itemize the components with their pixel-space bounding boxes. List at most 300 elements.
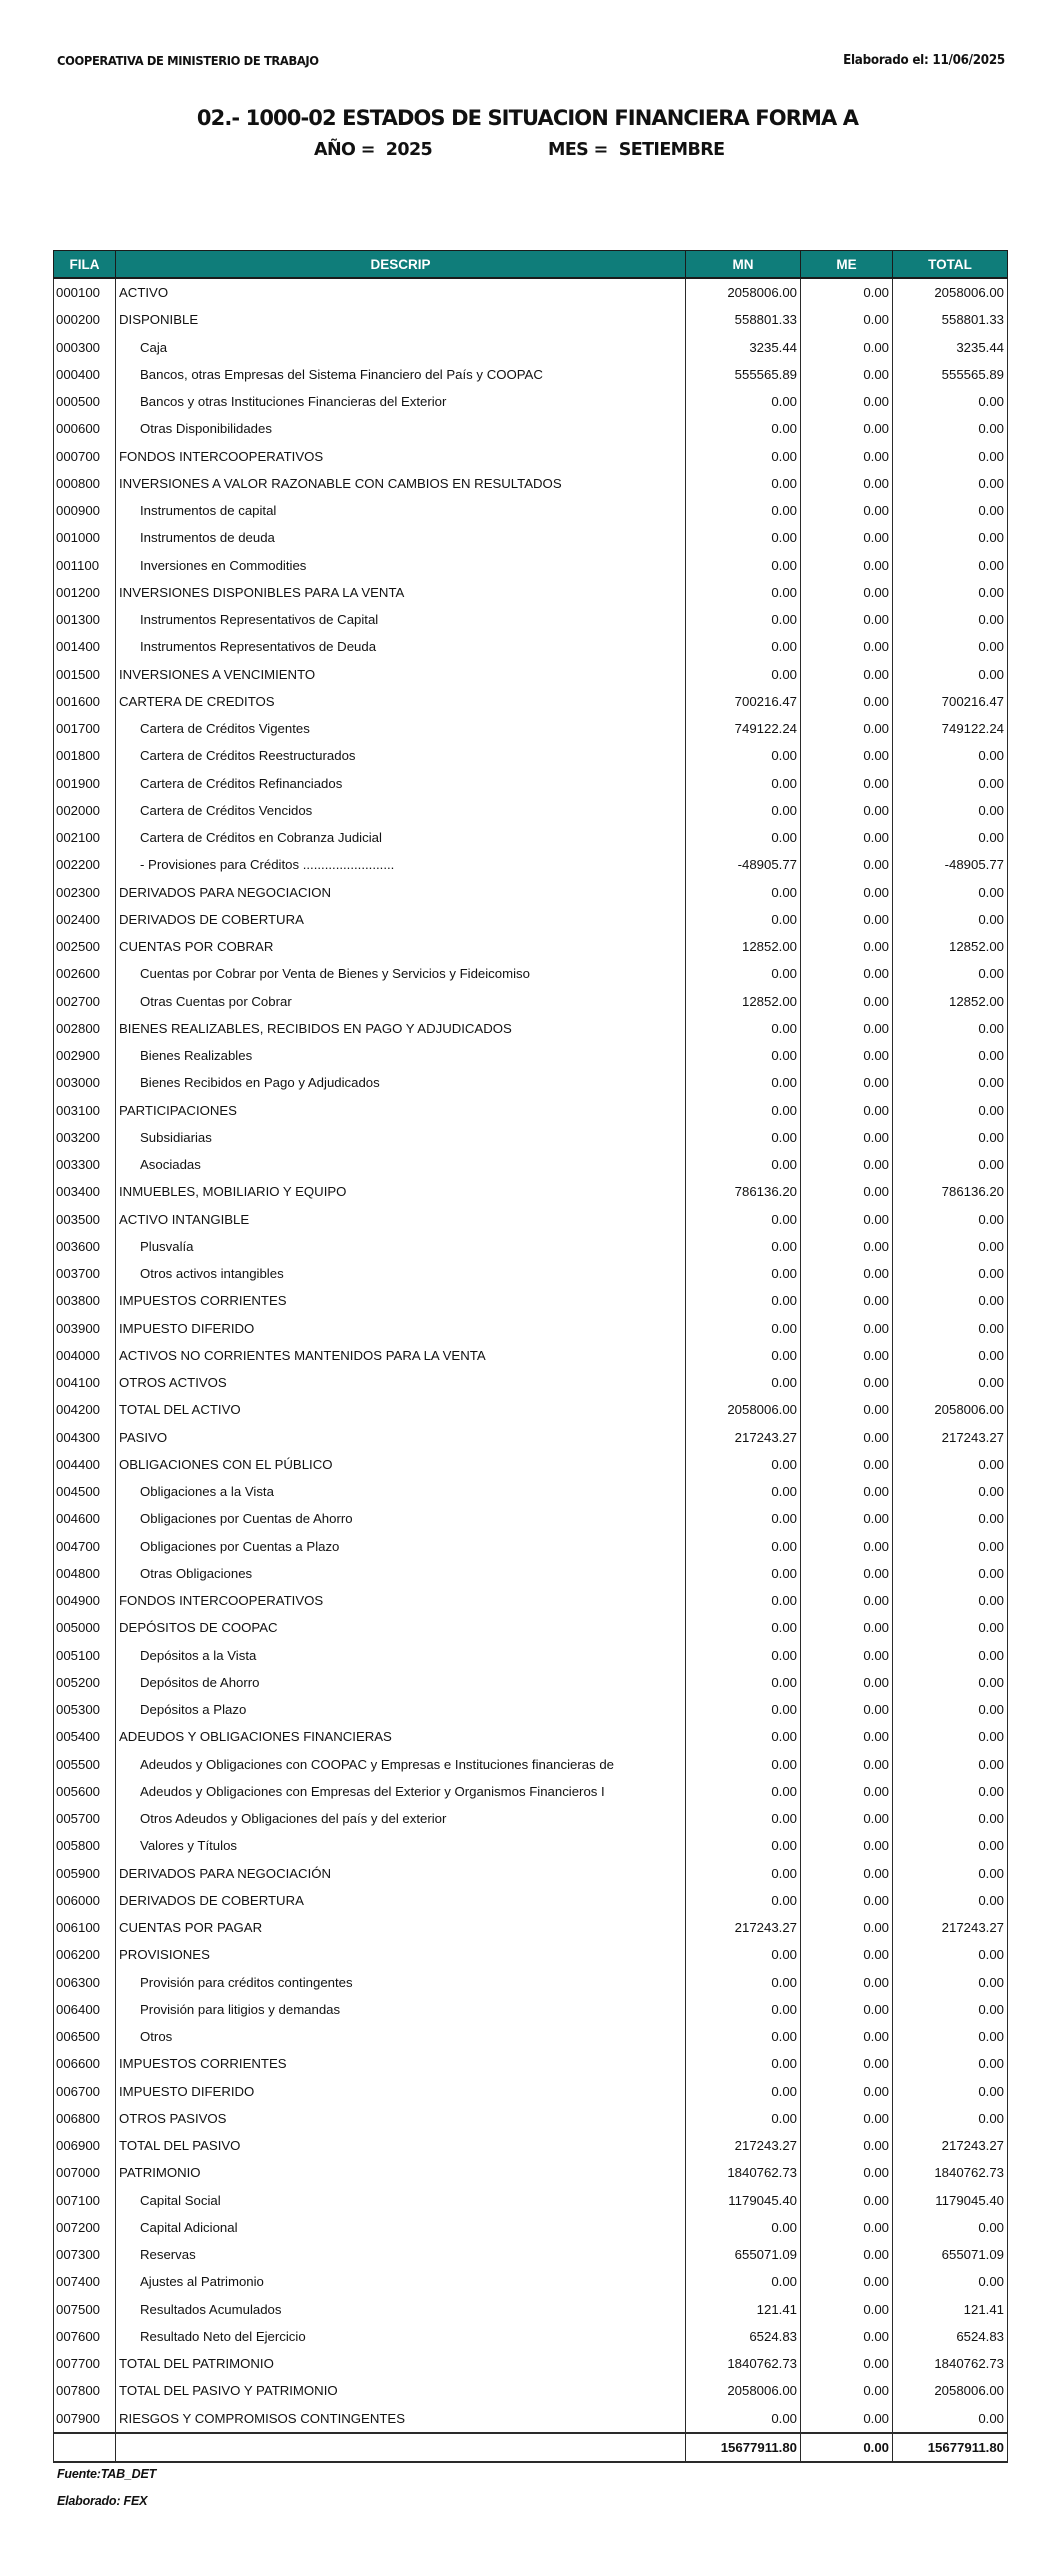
table-row <box>54 1206 1008 1233</box>
row-me-value: 0.00 <box>801 2187 893 2214</box>
table-row <box>54 1315 1008 1342</box>
row-mn-value: 0.00 <box>686 1233 801 1260</box>
row-fila-code: 004000 <box>54 1342 116 1369</box>
row-total-value: 0.00 <box>893 1233 1008 1260</box>
row-description: TOTAL DEL ACTIVO <box>116 1396 686 1423</box>
row-mn-value: 0.00 <box>686 2268 801 2295</box>
row-total-value: 0.00 <box>893 2105 1008 2132</box>
row-mn-value: 0.00 <box>686 797 801 824</box>
table-row <box>54 2078 1008 2105</box>
row-total-value: 0.00 <box>893 1860 1008 1887</box>
row-total-value: 217243.27 <box>893 2132 1008 2159</box>
row-description: Depósitos de Ahorro <box>116 1669 686 1696</box>
row-me-value: 0.00 <box>801 1832 893 1859</box>
row-total-value: 217243.27 <box>893 1424 1008 1451</box>
row-total-value: 0.00 <box>893 1287 1008 1314</box>
row-me-value: 0.00 <box>801 988 893 1015</box>
row-me-value: 0.00 <box>801 1914 893 1941</box>
footer-elaborated-by: Elaborado: FEX <box>57 2494 148 2508</box>
totals-mn: 15677911.80 <box>686 2433 801 2462</box>
row-mn-value: 0.00 <box>686 2105 801 2132</box>
table-row <box>54 524 1008 551</box>
table-row <box>54 661 1008 688</box>
row-fila-code: 001500 <box>54 661 116 688</box>
row-mn-value: 0.00 <box>686 1478 801 1505</box>
totals-me: 0.00 <box>801 2433 893 2462</box>
table-row <box>54 443 1008 470</box>
row-fila-code: 007800 <box>54 2377 116 2404</box>
row-me-value: 0.00 <box>801 2405 893 2433</box>
row-me-value: 0.00 <box>801 1969 893 1996</box>
row-me-value: 0.00 <box>801 2078 893 2105</box>
table-row <box>54 688 1008 715</box>
row-description: Asociadas <box>116 1151 686 1178</box>
row-fila-code: 000900 <box>54 497 116 524</box>
row-fila-code: 006400 <box>54 1996 116 2023</box>
row-fila-code: 001600 <box>54 688 116 715</box>
table-row <box>54 1042 1008 1069</box>
row-total-value: 0.00 <box>893 1505 1008 1532</box>
row-total-value: 0.00 <box>893 824 1008 851</box>
row-total-value: 0.00 <box>893 443 1008 470</box>
row-total-value: 0.00 <box>893 470 1008 497</box>
row-total-value: 0.00 <box>893 2268 1008 2295</box>
row-total-value: 0.00 <box>893 2214 1008 2241</box>
row-me-value: 0.00 <box>801 1097 893 1124</box>
row-fila-code: 000500 <box>54 388 116 415</box>
row-me-value: 0.00 <box>801 1860 893 1887</box>
column-header-descrip: DESCRIP <box>116 251 686 279</box>
row-mn-value: 0.00 <box>686 1069 801 1096</box>
row-description: OBLIGACIONES CON EL PÚBLICO <box>116 1451 686 1478</box>
row-me-value: 0.00 <box>801 851 893 878</box>
row-fila-code: 005200 <box>54 1669 116 1696</box>
row-total-value: 558801.33 <box>893 306 1008 333</box>
row-description: IMPUESTOS CORRIENTES <box>116 1287 686 1314</box>
row-total-value: 0.00 <box>893 2078 1008 2105</box>
row-fila-code: 005000 <box>54 1614 116 1641</box>
row-total-value: 0.00 <box>893 1832 1008 1859</box>
row-me-value: 0.00 <box>801 960 893 987</box>
row-mn-value: 0.00 <box>686 2405 801 2433</box>
row-me-value: 0.00 <box>801 1206 893 1233</box>
row-total-value: 1840762.73 <box>893 2350 1008 2377</box>
row-mn-value: 0.00 <box>686 1805 801 1832</box>
row-mn-value: 2058006.00 <box>686 1396 801 1423</box>
row-fila-code: 002300 <box>54 879 116 906</box>
row-mn-value: 555565.89 <box>686 361 801 388</box>
row-mn-value: 749122.24 <box>686 715 801 742</box>
row-description: DEPÓSITOS DE COOPAC <box>116 1614 686 1641</box>
row-mn-value: 0.00 <box>686 1287 801 1314</box>
row-total-value: 0.00 <box>893 1369 1008 1396</box>
row-description: PROVISIONES <box>116 1941 686 1968</box>
table-row <box>54 988 1008 1015</box>
row-description: - Provisiones para Créditos ......................... <box>116 851 686 878</box>
row-mn-value: 0.00 <box>686 1151 801 1178</box>
row-description: Plusvalía <box>116 1233 686 1260</box>
table-row <box>54 361 1008 388</box>
row-description: Otras Disponibilidades <box>116 415 686 442</box>
row-me-value: 0.00 <box>801 524 893 551</box>
row-total-value: 0.00 <box>893 1151 1008 1178</box>
row-description: Caja <box>116 334 686 361</box>
row-total-value: 0.00 <box>893 1805 1008 1832</box>
row-description: Obligaciones por Cuentas a Plazo <box>116 1533 686 1560</box>
row-fila-code: 003100 <box>54 1097 116 1124</box>
row-mn-value: 0.00 <box>686 579 801 606</box>
row-mn-value: 0.00 <box>686 415 801 442</box>
row-me-value: 0.00 <box>801 1478 893 1505</box>
table-body <box>54 278 1008 2462</box>
totals-fila <box>54 2433 116 2462</box>
row-mn-value: 0.00 <box>686 1560 801 1587</box>
row-me-value: 0.00 <box>801 2023 893 2050</box>
row-fila-code: 001800 <box>54 742 116 769</box>
row-mn-value: 0.00 <box>686 2023 801 2050</box>
row-mn-value: 12852.00 <box>686 933 801 960</box>
row-description: Adeudos y Obligaciones con COOPAC y Empresas e Instituciones financieras de <box>116 1751 686 1778</box>
row-description: DERIVADOS PARA NEGOCIACIÓN <box>116 1860 686 1887</box>
row-mn-value: 2058006.00 <box>686 278 801 306</box>
table-row <box>54 1696 1008 1723</box>
table-row <box>54 334 1008 361</box>
row-me-value: 0.00 <box>801 1124 893 1151</box>
row-total-value: 2058006.00 <box>893 1396 1008 1423</box>
table-row <box>54 278 1008 306</box>
row-fila-code: 005600 <box>54 1778 116 1805</box>
table-row <box>54 2241 1008 2268</box>
row-description: CARTERA DE CREDITOS <box>116 688 686 715</box>
row-mn-value: 0.00 <box>686 1996 801 2023</box>
row-me-value: 0.00 <box>801 1260 893 1287</box>
row-me-value: 0.00 <box>801 1233 893 1260</box>
row-total-value: 749122.24 <box>893 715 1008 742</box>
row-description: BIENES REALIZABLES, RECIBIDOS EN PAGO Y ADJUDICADOS <box>116 1015 686 1042</box>
row-mn-value: 0.00 <box>686 524 801 551</box>
row-me-value: 0.00 <box>801 1696 893 1723</box>
row-mn-value: 0.00 <box>686 1587 801 1614</box>
footer-source: Fuente:TAB_DET <box>57 2467 157 2481</box>
table-row <box>54 742 1008 769</box>
row-fila-code: 004900 <box>54 1587 116 1614</box>
row-mn-value: 700216.47 <box>686 688 801 715</box>
table-row <box>54 1097 1008 1124</box>
row-description: FONDOS INTERCOOPERATIVOS <box>116 443 686 470</box>
row-me-value: 0.00 <box>801 1396 893 1423</box>
row-me-value: 0.00 <box>801 797 893 824</box>
row-fila-code: 000700 <box>54 443 116 470</box>
totals-description <box>116 2433 686 2462</box>
row-description: IMPUESTO DIFERIDO <box>116 2078 686 2105</box>
row-total-value: 0.00 <box>893 606 1008 633</box>
row-description: PARTICIPACIONES <box>116 1097 686 1124</box>
row-mn-value: 0.00 <box>686 1969 801 1996</box>
table-row <box>54 497 1008 524</box>
row-description: OTROS ACTIVOS <box>116 1369 686 1396</box>
row-total-value: 0.00 <box>893 1941 1008 1968</box>
row-description: Instrumentos de deuda <box>116 524 686 551</box>
row-mn-value: 0.00 <box>686 824 801 851</box>
row-description: FONDOS INTERCOOPERATIVOS <box>116 1587 686 1614</box>
row-me-value: 0.00 <box>801 334 893 361</box>
report-title: 02.- 1000-02 ESTADOS DE SITUACION FINANCIERA FORMA A <box>196 106 859 130</box>
row-fila-code: 004300 <box>54 1424 116 1451</box>
totals-total: 15677911.80 <box>893 2433 1008 2462</box>
row-me-value: 0.00 <box>801 1178 893 1205</box>
row-total-value: 0.00 <box>893 1778 1008 1805</box>
row-mn-value: 1840762.73 <box>686 2350 801 2377</box>
row-description: Bancos, otras Empresas del Sistema Financiero del País y COOPAC <box>116 361 686 388</box>
row-fila-code: 000300 <box>54 334 116 361</box>
row-me-value: 0.00 <box>801 1015 893 1042</box>
row-me-value: 0.00 <box>801 1560 893 1587</box>
row-mn-value: 0.00 <box>686 552 801 579</box>
row-mn-value: 0.00 <box>686 1696 801 1723</box>
totals-row <box>54 2433 1008 2462</box>
row-mn-value: 0.00 <box>686 1778 801 1805</box>
row-me-value: 0.00 <box>801 606 893 633</box>
row-description: Bienes Recibidos en Pago y Adjudicados <box>116 1069 686 1096</box>
row-mn-value: 0.00 <box>686 1642 801 1669</box>
row-total-value: 121.41 <box>893 2296 1008 2323</box>
row-fila-code: 001700 <box>54 715 116 742</box>
row-description: Obligaciones a la Vista <box>116 1478 686 1505</box>
row-total-value: 0.00 <box>893 1315 1008 1342</box>
row-description: Otras Obligaciones <box>116 1560 686 1587</box>
row-description: Provisión para créditos contingentes <box>116 1969 686 1996</box>
column-header-total: TOTAL <box>893 251 1008 279</box>
row-fila-code: 006200 <box>54 1941 116 1968</box>
row-description: Cartera de Créditos Vigentes <box>116 715 686 742</box>
row-total-value: 6524.83 <box>893 2323 1008 2350</box>
row-me-value: 0.00 <box>801 2377 893 2404</box>
table-row <box>54 579 1008 606</box>
row-me-value: 0.00 <box>801 933 893 960</box>
row-fila-code: 006600 <box>54 2050 116 2077</box>
row-fila-code: 007100 <box>54 2187 116 2214</box>
row-mn-value: 0.00 <box>686 1941 801 1968</box>
row-fila-code: 000800 <box>54 470 116 497</box>
table-row <box>54 1260 1008 1287</box>
row-fila-code: 005800 <box>54 1832 116 1859</box>
row-description: Cartera de Créditos Reestructurados <box>116 742 686 769</box>
row-fila-code: 003300 <box>54 1151 116 1178</box>
row-fila-code: 002800 <box>54 1015 116 1042</box>
report-month: MES = SETIEMBRE <box>548 140 725 160</box>
table-row <box>54 470 1008 497</box>
row-fila-code: 002100 <box>54 824 116 851</box>
row-mn-value: 0.00 <box>686 879 801 906</box>
row-fila-code: 004700 <box>54 1533 116 1560</box>
row-me-value: 0.00 <box>801 688 893 715</box>
row-description: Bienes Realizables <box>116 1042 686 1069</box>
row-fila-code: 002700 <box>54 988 116 1015</box>
row-me-value: 0.00 <box>801 497 893 524</box>
row-mn-value: 786136.20 <box>686 1178 801 1205</box>
row-description: OTROS PASIVOS <box>116 2105 686 2132</box>
row-description: Cuentas por Cobrar por Venta de Bienes y Servicios y Fideicomiso <box>116 960 686 987</box>
row-mn-value: 0.00 <box>686 1451 801 1478</box>
table-row <box>54 388 1008 415</box>
row-total-value: 555565.89 <box>893 361 1008 388</box>
row-me-value: 0.00 <box>801 770 893 797</box>
row-fila-code: 007400 <box>54 2268 116 2295</box>
row-total-value: 12852.00 <box>893 933 1008 960</box>
row-me-value: 0.00 <box>801 1424 893 1451</box>
table-row <box>54 851 1008 878</box>
row-fila-code: 003400 <box>54 1178 116 1205</box>
row-fila-code: 003500 <box>54 1206 116 1233</box>
row-total-value: 700216.47 <box>893 688 1008 715</box>
row-description: TOTAL DEL PASIVO <box>116 2132 686 2159</box>
row-total-value: -48905.77 <box>893 851 1008 878</box>
row-me-value: 0.00 <box>801 715 893 742</box>
table-row <box>54 1069 1008 1096</box>
row-description: ADEUDOS Y OBLIGACIONES FINANCIERAS <box>116 1723 686 1750</box>
row-description: Cartera de Créditos Refinanciados <box>116 770 686 797</box>
row-description: ACTIVO INTANGIBLE <box>116 1206 686 1233</box>
table-row <box>54 1287 1008 1314</box>
row-description: ACTIVO <box>116 278 686 306</box>
row-total-value: 0.00 <box>893 1478 1008 1505</box>
financial-statement-table <box>53 250 1008 2463</box>
row-description: CUENTAS POR COBRAR <box>116 933 686 960</box>
row-mn-value: 0.00 <box>686 1723 801 1750</box>
row-total-value: 0.00 <box>893 661 1008 688</box>
row-me-value: 0.00 <box>801 1723 893 1750</box>
row-description: Capital Adicional <box>116 2214 686 2241</box>
row-mn-value: 0.00 <box>686 2050 801 2077</box>
row-fila-code: 002400 <box>54 906 116 933</box>
row-fila-code: 001200 <box>54 579 116 606</box>
company-name: COOPERATIVA DE MINISTERIO DE TRABAJO <box>57 53 319 68</box>
row-me-value: 0.00 <box>801 1887 893 1914</box>
row-description: Adeudos y Obligaciones con Empresas del Exterior y Organismos Financieros I <box>116 1778 686 1805</box>
row-mn-value: 0.00 <box>686 1206 801 1233</box>
row-mn-value: 0.00 <box>686 770 801 797</box>
row-total-value: 0.00 <box>893 742 1008 769</box>
table-row <box>54 1396 1008 1423</box>
row-me-value: 0.00 <box>801 1614 893 1641</box>
row-description: Cartera de Créditos en Cobranza Judicial <box>116 824 686 851</box>
row-fila-code: 000600 <box>54 415 116 442</box>
row-total-value: 0.00 <box>893 879 1008 906</box>
row-description: Depósitos a Plazo <box>116 1696 686 1723</box>
table-row <box>54 1560 1008 1587</box>
row-description: IMPUESTOS CORRIENTES <box>116 2050 686 2077</box>
row-description: IMPUESTO DIFERIDO <box>116 1315 686 1342</box>
row-fila-code: 005900 <box>54 1860 116 1887</box>
table-row <box>54 2187 1008 2214</box>
row-total-value: 12852.00 <box>893 988 1008 1015</box>
row-me-value: 0.00 <box>801 1042 893 1069</box>
row-fila-code: 007900 <box>54 2405 116 2433</box>
row-mn-value: 0.00 <box>686 606 801 633</box>
row-fila-code: 001300 <box>54 606 116 633</box>
row-me-value: 0.00 <box>801 1533 893 1560</box>
row-description: Instrumentos Representativos de Capital <box>116 606 686 633</box>
row-description: PASIVO <box>116 1424 686 1451</box>
row-description: Instrumentos Representativos de Deuda <box>116 633 686 660</box>
row-mn-value: 0.00 <box>686 1342 801 1369</box>
row-fila-code: 000400 <box>54 361 116 388</box>
table-row <box>54 2050 1008 2077</box>
row-me-value: 0.00 <box>801 2159 893 2186</box>
row-fila-code: 003900 <box>54 1315 116 1342</box>
row-fila-code: 003200 <box>54 1124 116 1151</box>
table-row <box>54 1996 1008 2023</box>
report-year: AÑO = 2025 <box>314 140 433 160</box>
row-fila-code: 004500 <box>54 1478 116 1505</box>
row-me-value: 0.00 <box>801 1505 893 1532</box>
row-fila-code: 001100 <box>54 552 116 579</box>
row-mn-value: 0.00 <box>686 1533 801 1560</box>
row-description: Cartera de Créditos Vencidos <box>116 797 686 824</box>
row-me-value: 0.00 <box>801 2105 893 2132</box>
table-row <box>54 1342 1008 1369</box>
column-header-mn: MN <box>686 251 801 279</box>
row-fila-code: 003600 <box>54 1233 116 1260</box>
table-row <box>54 715 1008 742</box>
row-description: INVERSIONES A VENCIMIENTO <box>116 661 686 688</box>
row-total-value: 0.00 <box>893 797 1008 824</box>
table-row <box>54 1478 1008 1505</box>
row-total-value: 0.00 <box>893 1996 1008 2023</box>
row-me-value: 0.00 <box>801 1315 893 1342</box>
row-total-value: 1179045.40 <box>893 2187 1008 2214</box>
row-total-value: 0.00 <box>893 1560 1008 1587</box>
table-row <box>54 1015 1008 1042</box>
row-description: Otros <box>116 2023 686 2050</box>
row-mn-value: 0.00 <box>686 1887 801 1914</box>
row-me-value: 0.00 <box>801 1778 893 1805</box>
row-total-value: 0.00 <box>893 1614 1008 1641</box>
row-fila-code: 005100 <box>54 1642 116 1669</box>
row-mn-value: 0.00 <box>686 2078 801 2105</box>
row-mn-value: 0.00 <box>686 1097 801 1124</box>
row-description: DERIVADOS PARA NEGOCIACION <box>116 879 686 906</box>
row-total-value: 0.00 <box>893 1042 1008 1069</box>
table-row <box>54 552 1008 579</box>
table-row <box>54 2405 1008 2433</box>
row-total-value: 655071.09 <box>893 2241 1008 2268</box>
row-fila-code: 004800 <box>54 1560 116 1587</box>
row-total-value: 1840762.73 <box>893 2159 1008 2186</box>
row-me-value: 0.00 <box>801 906 893 933</box>
row-description: Subsidiarias <box>116 1124 686 1151</box>
table-row <box>54 606 1008 633</box>
row-description: Inversiones en Commodities <box>116 552 686 579</box>
row-total-value: 0.00 <box>893 1669 1008 1696</box>
row-description: TOTAL DEL PASIVO Y PATRIMONIO <box>116 2377 686 2404</box>
table-row <box>54 1642 1008 1669</box>
row-me-value: 0.00 <box>801 2050 893 2077</box>
table-row <box>54 797 1008 824</box>
row-total-value: 0.00 <box>893 906 1008 933</box>
table-row <box>54 2323 1008 2350</box>
row-total-value: 0.00 <box>893 1015 1008 1042</box>
row-mn-value: 0.00 <box>686 1260 801 1287</box>
row-total-value: 0.00 <box>893 552 1008 579</box>
row-me-value: 0.00 <box>801 1287 893 1314</box>
table-row <box>54 1723 1008 1750</box>
row-mn-value: 1179045.40 <box>686 2187 801 2214</box>
row-me-value: 0.00 <box>801 2214 893 2241</box>
table-row <box>54 2105 1008 2132</box>
row-me-value: 0.00 <box>801 1669 893 1696</box>
table-row <box>54 1778 1008 1805</box>
